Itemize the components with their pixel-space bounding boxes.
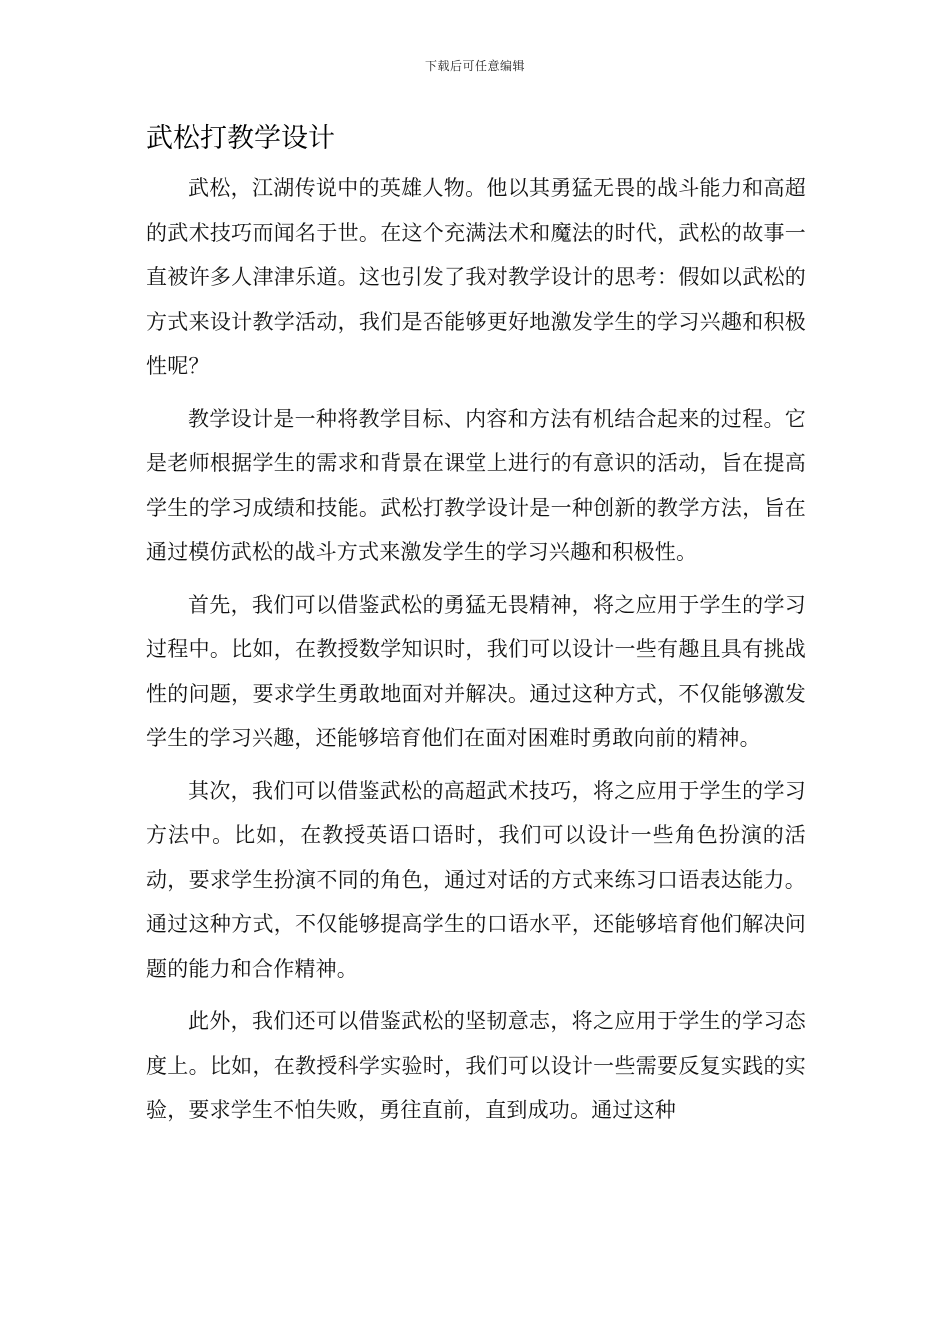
paragraph-first: 首先，我们可以借鉴武松的勇猛无畏精神，将之应用于学生的学习过程中。比如，在教授数学知识时，我们可以设计一些有趣且具有挑战性的问题，要求学生勇敢地面对并解决。通过这种方式，不仅能够激发学生的学习兴趣，还能够培育他们在面对困难时勇敢向前的精神。 (146, 592, 806, 750)
document-body (146, 166, 806, 1141)
paragraph-intro: 武松，江湖传说中的英雄人物。他以其勇猛无畏的战斗能力和高超的武术技巧而闻名于世。在这个充满法术和魔法的时代，武松的故事一直被许多人津津乐道。这也引发了我对教学设计的思考：假如以武松的方式来设计教学活动，我们是否能够更好地激发学生的学习兴趣和积极性呢？ (146, 176, 806, 378)
header-note: 下载后可任意编辑 (424, 59, 525, 73)
paragraph-third: 此外，我们还可以借鉴武松的坚韧意志，将之应用于学生的学习态度上。比如，在教授科学实验时，我们可以设计一些需要反复实践的实验，要求学生不怕失败，勇往直前，直到成功。通过这种 (146, 1009, 806, 1122)
paragraph-definition: 教学设计是一种将教学目标、内容和方法有机结合起来的过程。它是老师根据学生的需求和背景在课堂上进行的有意识的活动，旨在提高学生的学习成绩和技能。武松打教学设计是一种创新的教学方法，旨在通过模仿武松的战斗方式来激发学生的学习兴趣和积极性。 (146, 406, 806, 564)
document-title: 武松打教学设计 (146, 123, 335, 154)
paragraph-second: 其次，我们可以借鉴武松的高超武术技巧，将之应用于学生的学习方法中。比如，在教授英语口语时，我们可以设计一些角色扮演的活动，要求学生扮演不同的角色，通过对话的方式来练习口语表达能力。通过这种方式，不仅能够提高学生的口语水平，还能够培育他们解决问题的能力和合作精神。 (146, 778, 806, 981)
